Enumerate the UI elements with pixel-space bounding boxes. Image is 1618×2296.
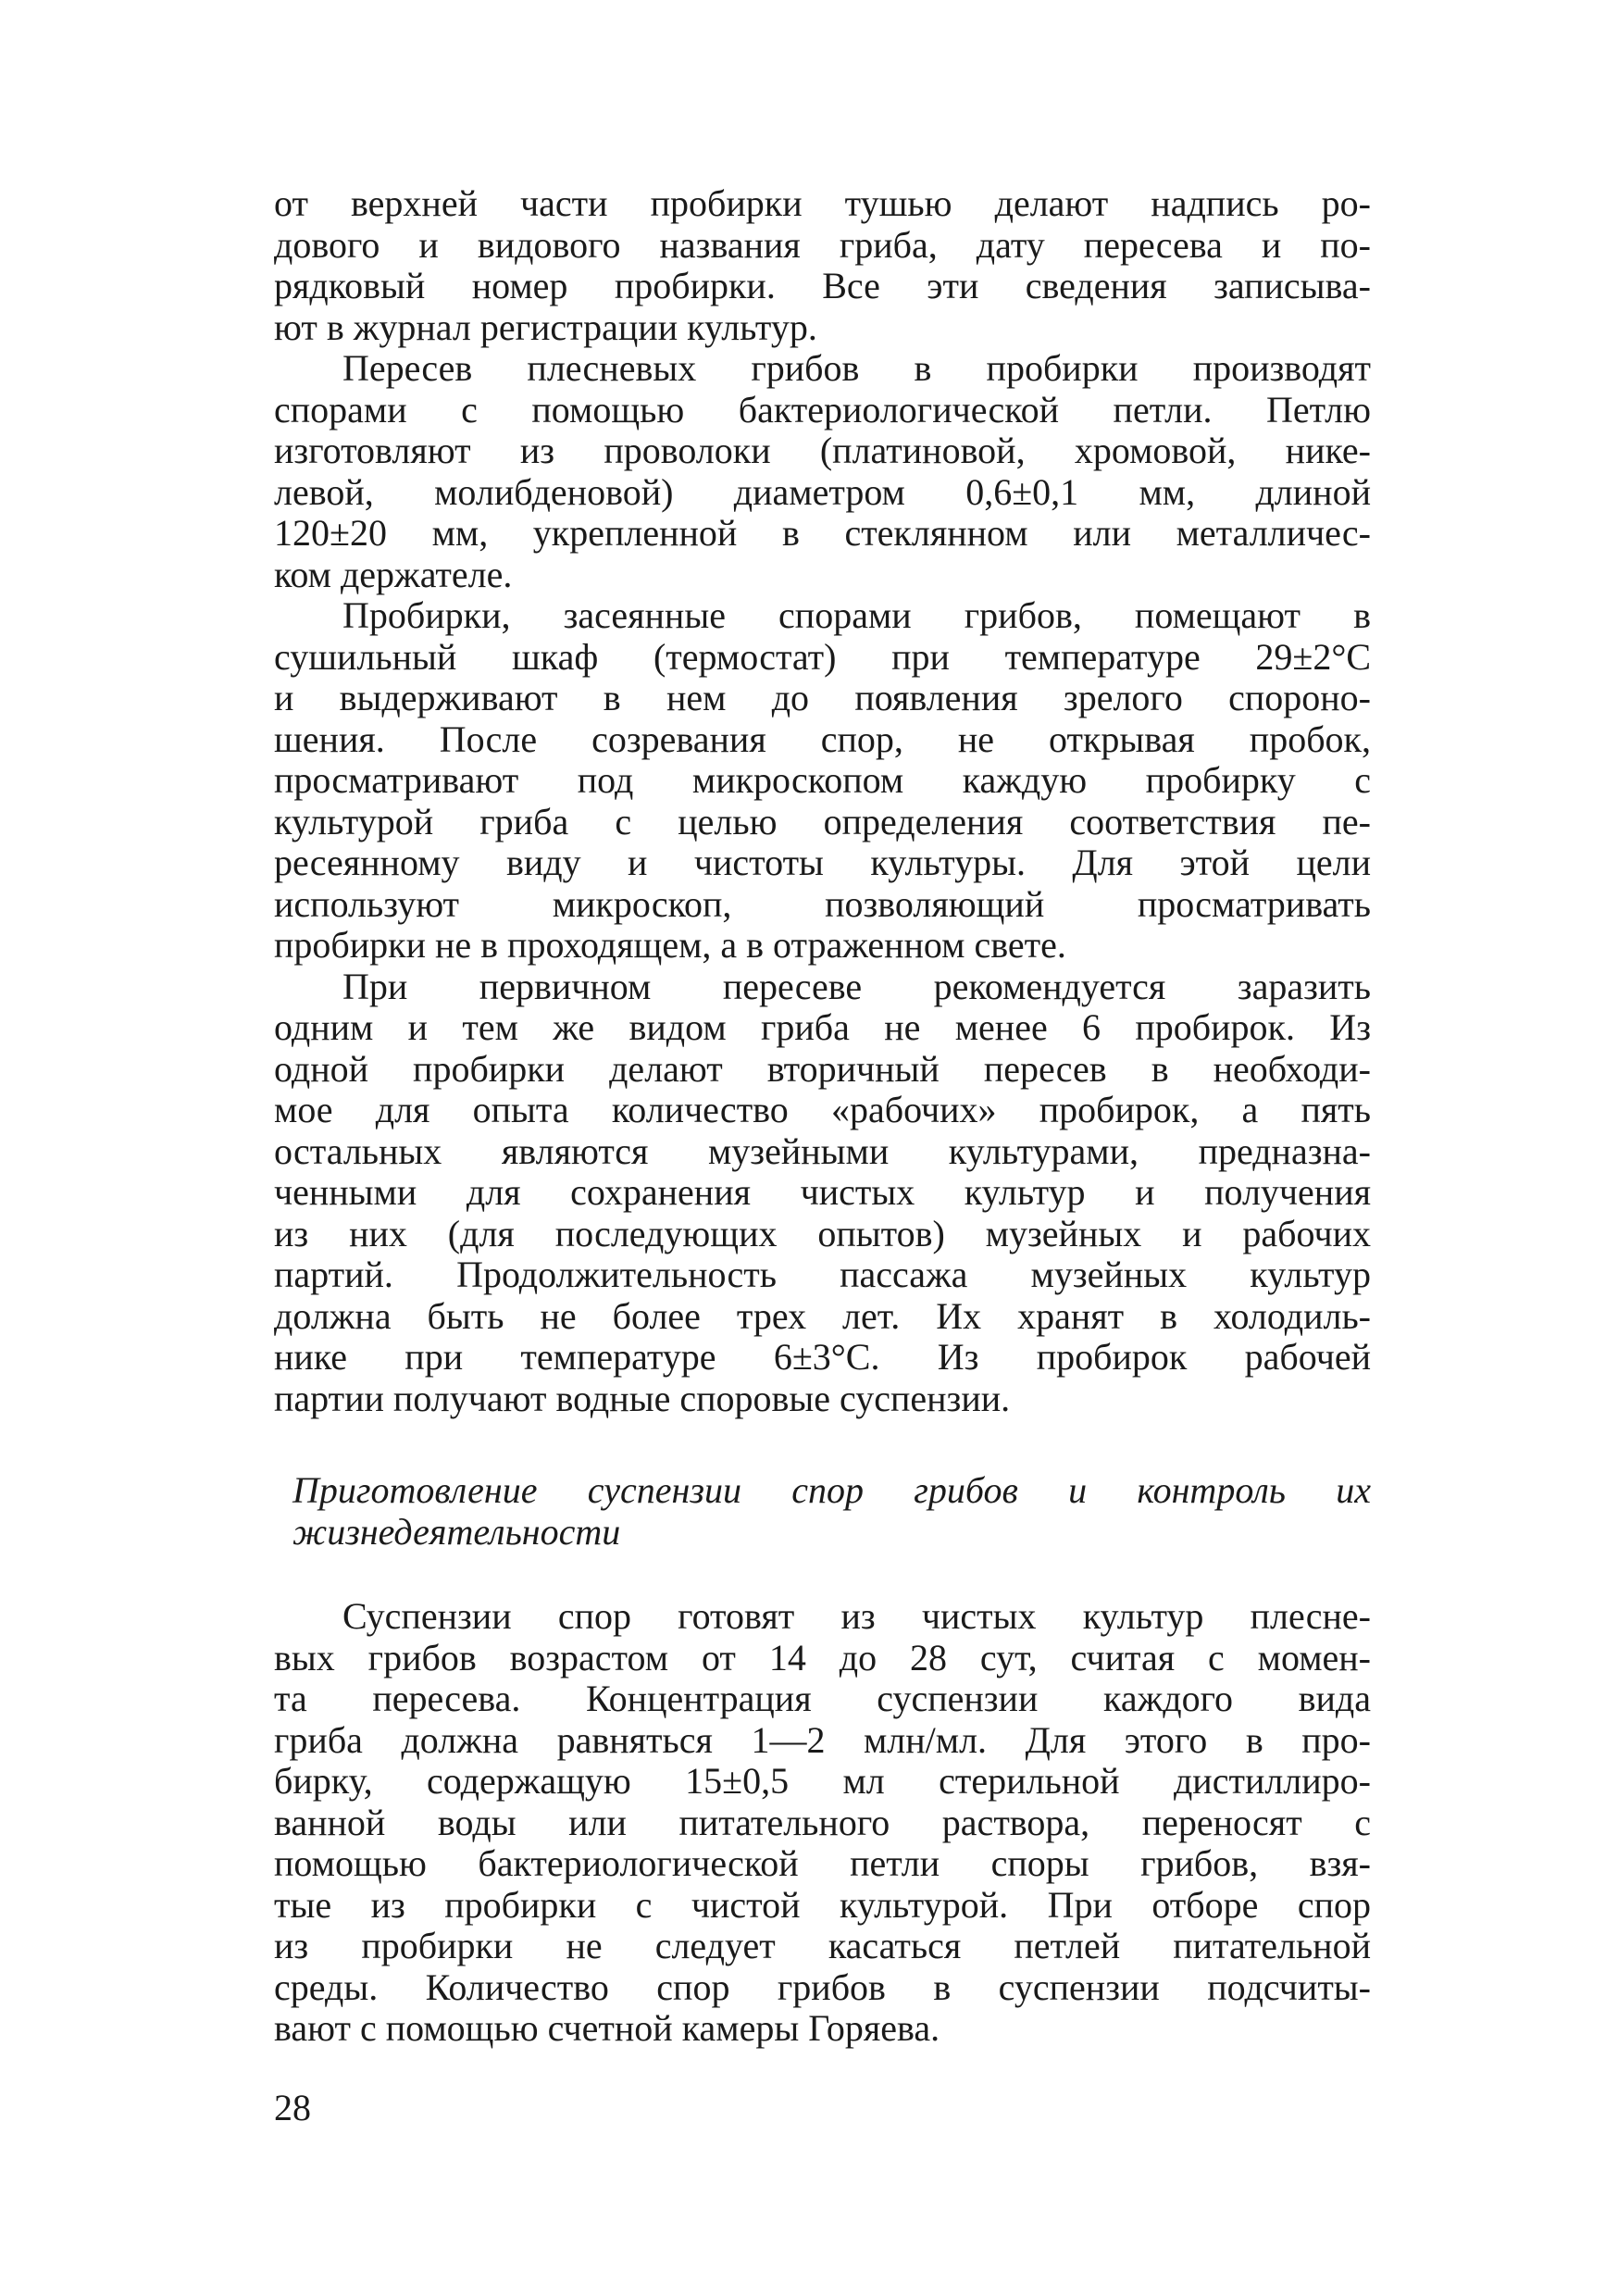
text-section-1 [274, 183, 1371, 1419]
text-line: из них (для последующих опытов) музейных и рабочих [274, 1212, 1371, 1254]
text-line: и выдерживают в нем до появления зрелого спороно- [274, 677, 1371, 718]
heading-line: Приготовление суспензии спор грибов и контроль их [292, 1469, 1371, 1511]
text-line: партии получают водные споровые суспензии. [274, 1377, 1011, 1419]
text-line: ванной воды или питательного раствора, переносят с [274, 1801, 1371, 1843]
heading-line: жизнедеятельности [292, 1510, 621, 1553]
text-line: ресеянному виду и чистоты культуры. Для этой цели [274, 842, 1371, 883]
text-line: вых грибов возрастом от 14 до 28 сут, считая с момен- [274, 1636, 1371, 1678]
text-section-2 [274, 1596, 1371, 2050]
paragraph-1 [274, 183, 1371, 348]
text-line: одной пробирки делают вторичный пересев в необходи- [274, 1047, 1371, 1090]
text-line: При первичном пересеве рекомендуется заразить [342, 965, 1371, 1007]
text-line: должна быть не более трех лет. Их хранят в холодиль- [274, 1294, 1371, 1337]
text-line: ченными для сохранения чистых культур и получения [274, 1171, 1371, 1213]
text-line: среды. Количество спор грибов в суспензии подсчиты- [274, 1965, 1371, 2008]
text-line: Пробирки, засеянные спорами грибов, помещают в [342, 594, 1371, 636]
page-number: 28 [274, 2087, 311, 2128]
text-line: от верхней части пробирки тушью делают надпись ро- [274, 182, 1371, 224]
paragraph-3 [274, 595, 1371, 967]
paragraph-4 [274, 967, 1371, 1420]
text-line: тые из пробирки с чистой культурой. При отборе спор [274, 1883, 1371, 1926]
text-line: просматривают под микроскопом каждую пробирку с [274, 759, 1371, 801]
text-line: нике при температуре 6±3°С. Из пробирок рабочей [274, 1336, 1371, 1378]
text-line: шения. После созревания спор, не открывая пробок, [274, 718, 1371, 760]
text-line: остальных являются музейными культурами, предназна- [274, 1129, 1371, 1172]
text-line: одним и тем же видом гриба не менее 6 пробирок. Из [274, 1006, 1371, 1048]
text-line: ком держателе. [274, 553, 513, 595]
text-line: мое для опыта количество «рабочих» пробирок, а пять [274, 1089, 1371, 1130]
text-line: из пробирки не следует касаться петлей питательной [274, 1925, 1371, 1966]
text-line: бирку, содержащую 15±0,5 мл стерильной дистиллиро- [274, 1760, 1371, 1802]
text-line: дового и видового названия гриба, дату пересева и по- [274, 223, 1371, 266]
text-line: 120±20 мм, укрепленной в стеклянном или металличес- [274, 512, 1371, 554]
text-line: сушильный шкаф (термостат) при температуре 29±2°С [274, 635, 1371, 678]
text-line: Суспензии спор готовят из чистых культур плесне- [342, 1595, 1371, 1637]
paragraph-2 [274, 348, 1371, 595]
text-line: партий. Продолжительность пассажа музейных культур [274, 1254, 1371, 1295]
text-line: изготовляют из проволоки (платиновой, хромовой, нике- [274, 430, 1371, 471]
text-line: Пересев плесневых грибов в пробирки производят [342, 347, 1371, 389]
text-line: та пересева. Концентрация суспензии каждого вида [274, 1678, 1371, 1719]
text-line: спорами с помощью бактериологической петли. Петлю [274, 388, 1371, 430]
text-line: ют в журнал регистрации культур. [274, 306, 817, 348]
paragraph-5 [274, 1596, 1371, 2050]
text-line: левой, молибденовой) диаметром 0,6±0,1 мм, длиной [274, 470, 1371, 513]
text-line: культурой гриба с целью определения соответствия пе- [274, 800, 1371, 842]
text-line: рядковый номер пробирки. Все эти сведения записыва- [274, 265, 1371, 306]
section-heading [292, 1470, 1371, 1553]
text-line: вают с помощью счетной камеры Горяева. [274, 2007, 940, 2049]
text-line: пробирки не в проходящем, а в отраженном свете. [274, 924, 1066, 966]
text-line: используют микроскоп, позволяющий просматривать [274, 882, 1371, 925]
text-line: гриба должна равняться 1—2 млн/мл. Для этого в про- [274, 1718, 1371, 1761]
text-line: помощью бактериологической петли споры грибов, взя- [274, 1842, 1371, 1884]
